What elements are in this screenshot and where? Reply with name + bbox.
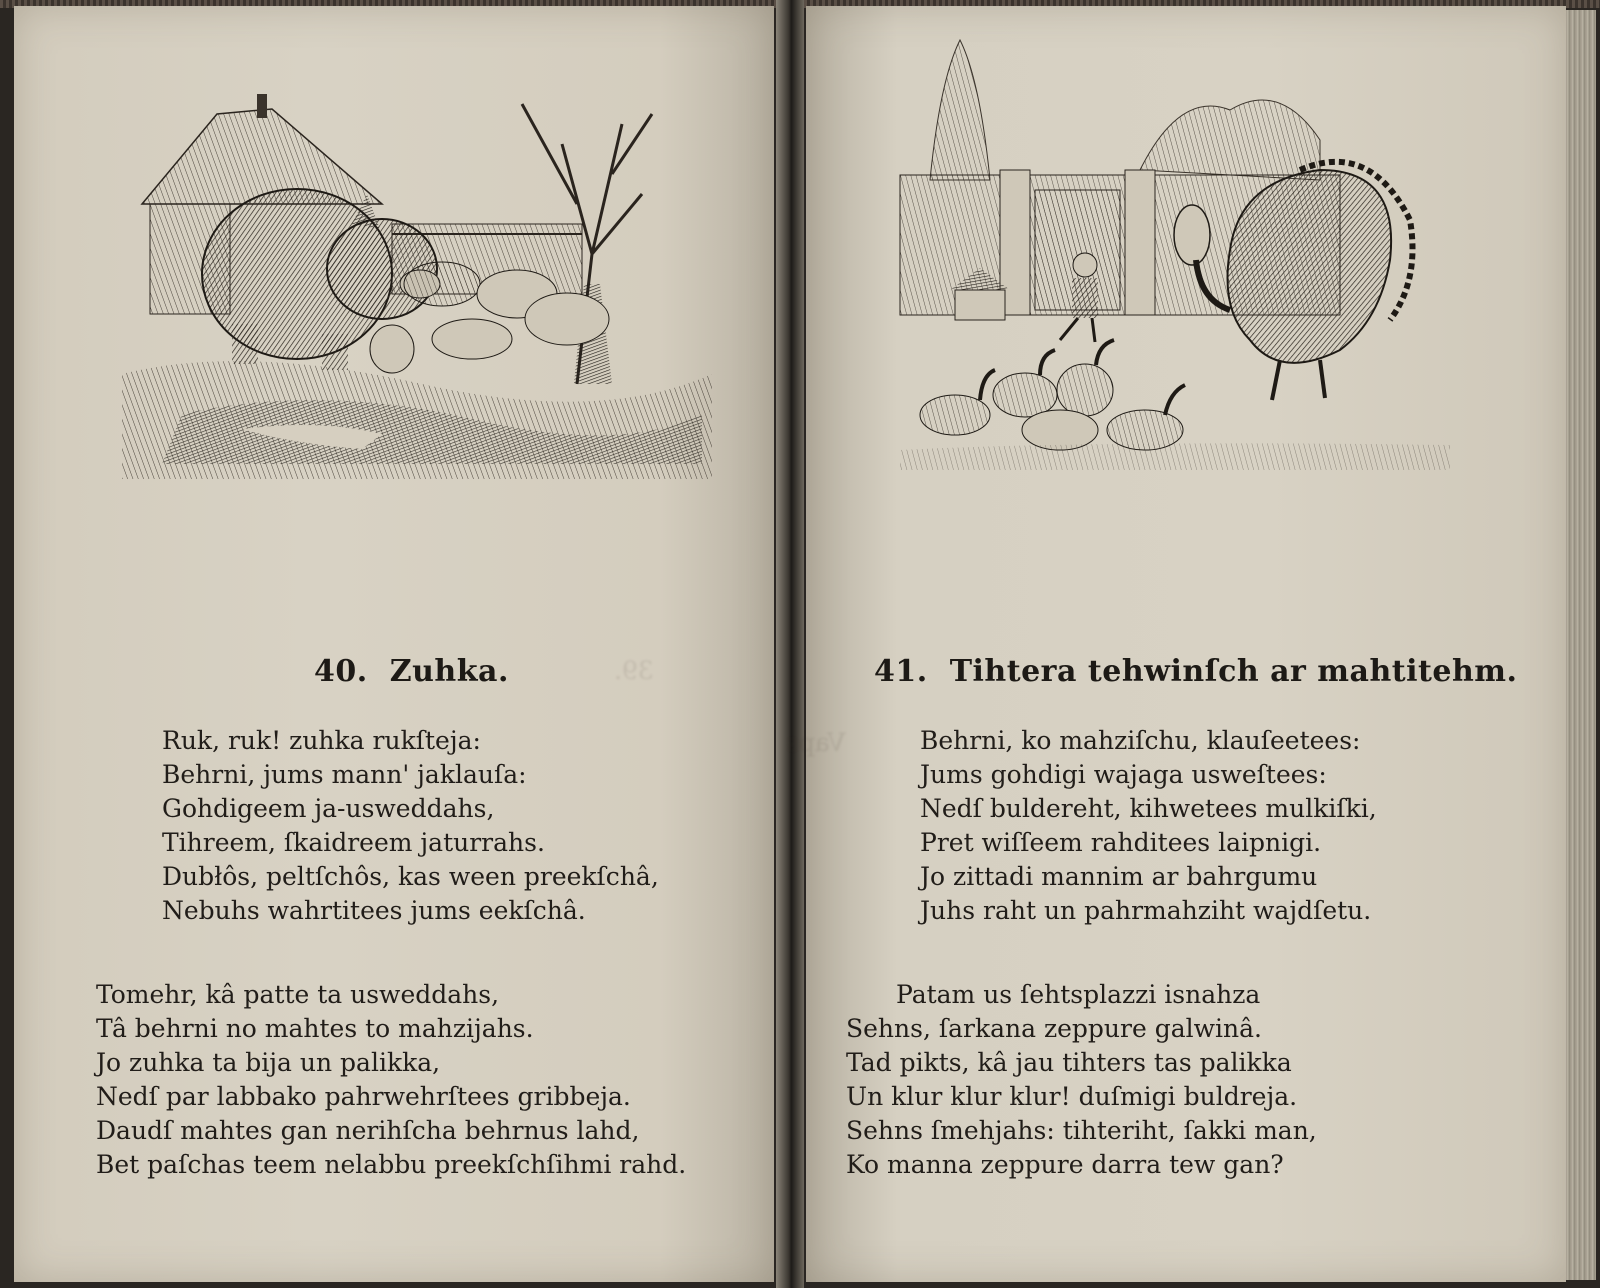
verse-line: Jo zittadi mannim ar bahrgumu	[920, 862, 1318, 891]
verse-line: Dubłôs, peltſchôs, kas ween preekſchâ,	[162, 862, 659, 891]
verse-line: Juhs raht un pahrmahziht wajdſetu.	[920, 896, 1372, 925]
poem-number: 40.	[314, 654, 368, 689]
verse-line: Sehns ſmehjahs: tihteriht, ſakki man,	[846, 1116, 1317, 1145]
verse-line: Behrni, ko mahziſchu, klauſeetees:	[920, 726, 1361, 755]
verse-line: Daudſ mahtes gan nerihſcha behrnus lahd,	[96, 1116, 640, 1145]
verse-line: Nebuhs wahrtitees jums eekſchâ.	[162, 896, 586, 925]
turkey-goslings-engraving	[900, 20, 1450, 470]
verse-line: Pret wiſſeem rahditees laipnigi.	[920, 828, 1322, 857]
verse-line: Behrni, jums mann' jaklauſa:	[162, 760, 527, 789]
verse-line: Tomehr, kâ patte ta usweddahs,	[96, 980, 500, 1009]
verse-line: Nedſ buldereht, kihwetees mulkiſki,	[920, 794, 1377, 823]
verse-line: Ko manna zeppure darra tew gan?	[846, 1150, 1284, 1179]
verse-line: Nedſ par labbako pahrwehrſtees gribbeja.	[96, 1082, 631, 1111]
verse-line: Ruk, ruk! zuhka rukſteja:	[162, 726, 481, 755]
verse-line: Tihreem, ſkaidreem jaturrahs.	[162, 828, 545, 857]
bleed-through-text: Vaps	[786, 728, 846, 757]
verse-line: Tâ behrni no mahtes to mahzijahs.	[96, 1014, 534, 1043]
poem-title-text: Zuhka.	[389, 654, 509, 689]
verse-line: Jo zuhka ta bija un palikka,	[96, 1048, 441, 1077]
right-stanza-1	[920, 724, 1377, 928]
left-stanza-2	[96, 978, 686, 1182]
bleed-through-text: 39.	[614, 656, 654, 685]
poem-title-right	[874, 654, 1517, 689]
verse-line: Gohdigeem ja-usweddahs,	[162, 794, 495, 823]
pig-farmyard-engraving	[122, 84, 712, 479]
verse-line: Un klur klur klur! duſmigi buldreja.	[846, 1082, 1298, 1111]
verse-line: Bet paſchas teem nelabbu preekſchſihmi rahd.	[96, 1150, 687, 1179]
verse-line: Sehns, ſarkana zeppure galwinâ.	[846, 1014, 1262, 1043]
right-page	[786, 6, 1566, 1282]
left-stanza-1	[162, 724, 659, 928]
poem-title-left	[314, 654, 509, 689]
poem-title-text: Tihtera tehwinſch ar mahtitehm.	[949, 654, 1518, 689]
poem-number: 41.	[874, 654, 928, 689]
right-stanza-2	[846, 978, 1317, 1182]
verse-line: Patam us ſehtsplazzi isnahza	[896, 980, 1261, 1009]
verse-line: Jums gohdigi wajaga usweſtees:	[920, 760, 1327, 789]
left-page	[14, 6, 774, 1282]
verse-line: Tad pikts, kâ jau tihters tas palikka	[846, 1048, 1292, 1077]
book-gutter	[776, 0, 804, 1288]
book-page-edges	[1566, 10, 1596, 1280]
